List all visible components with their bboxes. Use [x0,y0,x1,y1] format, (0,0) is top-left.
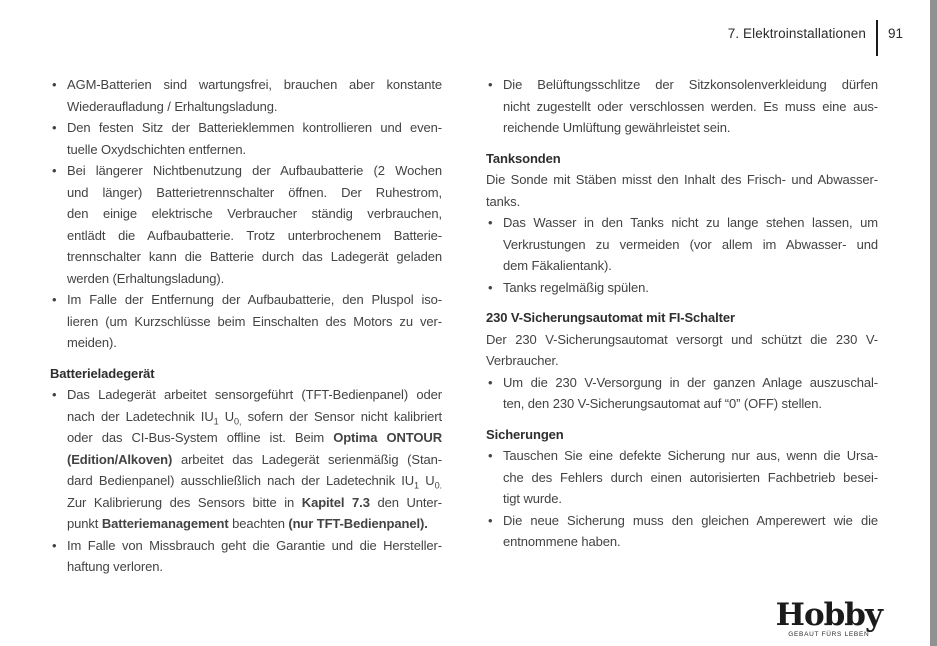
text-line [67,406,442,428]
scan-edge-strip [930,0,937,646]
text-segment: arbeitet das Ladegerät serienmäßig (Stan- [172,451,442,467]
columns [50,74,878,578]
text-segment: oder das CI-Bus-System offline ist. Beim [67,430,334,445]
text-line: Die Belüftungsschlitze der Sitzkonsolenverkleidung dürfen [503,77,878,92]
text-line: tigt wurde. [503,491,562,506]
text-line: haftung verloren. [67,559,163,574]
text-segment: punkt [67,516,102,531]
text-line: Verbraucher. [486,353,559,368]
column-right [486,74,878,578]
paragraph [486,329,878,372]
bullet-item [50,160,442,289]
bullet-list [50,74,442,354]
section-heading: Batterieladegerät [50,365,155,381]
subscript-text: 1 [414,480,420,491]
bullet-marker: • [488,279,493,295]
bullet-marker: • [488,512,493,528]
bullet-item [50,117,442,160]
subscript-text: 0. [434,480,442,491]
bullet-marker: • [488,77,493,92]
text-line: meiden). [67,335,117,350]
bullet-list [50,384,442,578]
bullet-marker: • [52,387,57,402]
chapter-title: 7. Elektroinstallationen [727,26,866,41]
bullet-item [486,510,878,553]
bullet-item [50,384,442,535]
bold-text: (nur TFT-Bedienpanel). [288,516,428,531]
bold-text: (Edition/Alkoven) [67,451,173,467]
text-line: Tauschen Sie eine defekte Sicherung nur aus, wenn die Ursa- [503,448,878,463]
bullet-item [50,289,442,354]
text-line: Der 230 V-Sicherungsautomat versorgt und schützt die 230 V- [486,331,878,347]
text-segment: U [419,473,435,488]
bullet-list [486,372,878,415]
text-line [67,427,442,449]
bold-text: Batteriemanagement [101,516,229,531]
text-line: dem Fäkalientank). [503,258,612,273]
text-line: Die neue Sicherung muss den gleichen Amperewert wie die [503,512,878,528]
bullet-item [50,74,442,117]
text-line: Im Falle der Entfernung der Aufbaubatterie, den Pluspol iso- [67,292,442,307]
text-line: den einige elektrische Verbraucher ständig verbrauchen, [67,206,442,221]
bold-text: Optima ONTOUR [333,430,442,445]
bullet-marker: • [52,292,57,307]
text-segment: U [218,408,235,424]
text-line: Wiederaufladung / Erhaltungsladung. [67,98,278,114]
paragraph [486,169,878,212]
text-line: Um die 230 V-Versorgung in der ganzen Anlage auszuschal- [503,374,878,390]
text-line: trennschalter kann die Batterie durch das Ladegerät geladen [67,249,442,264]
text-segment: Zur Kalibrierung des Sensors bitte in [67,494,302,510]
text-line: tuelle Oxydschichten entfernen. [67,141,247,157]
text-segment: dard Bedienpanel) ausschließlich nach der Ladetechnik IU [67,473,415,488]
bullet-list [486,74,878,139]
bullet-item [486,212,878,277]
bullet-item [486,277,878,299]
bullet-item [50,535,442,578]
hobby-logo [775,597,882,638]
text-line: AGM-Batterien sind wartungsfrei, brauchen aber konstante [67,77,442,92]
section-heading: 230 V-Sicherungsautomat mit FI-Schalter [486,310,735,325]
subscript-text: 1 [213,416,219,427]
bullet-marker: • [488,374,493,390]
bullet-marker: • [52,77,57,92]
text-line: Die Sonde mit Stäben misst den Inhalt des Frisch- und Abwasser- [486,172,878,187]
text-line: entlädt die Aufbaubatterie. Trotz unterbrochenem Batterie- [67,227,442,243]
header-separator [876,20,878,56]
text-line: Bei längerer Nichtbenutzung der Aufbaubatterie (2 Wochen [67,163,442,178]
bullet-marker: • [52,537,57,553]
logo-wordmark: Hobby [775,597,882,633]
text-line: Tanks regelmäßig spülen. [503,279,649,295]
text-segment: sofern der Sensor nicht kalibriert [241,408,442,424]
bullet-marker: • [52,120,57,135]
text-line: Das Wasser in den Tanks nicht zu lange stehen lassen, um [503,215,878,230]
logo-tagline: GEBAUT FÜRS LEBEN [788,631,870,638]
text-segment: nach der Ladetechnik IU [67,408,214,424]
text-line: ten, den 230 V-Sicherungsautomat auf “0” (OFF) stellen. [503,396,822,411]
text-line: Verkrustungen zu vermeiden (vor allem im Abwasser- und [503,236,878,252]
section-heading: Sicherungen [486,426,564,442]
text-line: reichende Umlüftung gewährleistet sein. [503,120,731,135]
page-number: 91 [887,26,903,41]
bullet-item [486,74,878,139]
bold-text: Kapitel 7.3 [301,494,370,510]
bullet-item [486,445,878,510]
text-line: lieren (um Kurzschlüsse beim Einschalten des Motors zu ver- [67,313,442,329]
text-line: Den festen Sitz der Batterieklemmen kontrollieren und even- [67,120,442,135]
column-left [50,74,442,578]
text-line: Das Ladegerät arbeitet sensorgeführt (TFT-Bedienpanel) oder [67,387,442,402]
bullet-list [486,445,878,553]
text-line: werden (Erhaltungsladung). [67,270,225,286]
text-line: Im Falle von Missbrauch geht die Garantie und die Hersteller- [67,537,442,553]
text-line: tanks. [486,193,521,209]
text-line: nicht zugestellt oder verschlossen werden. Es muss eine aus- [503,98,878,114]
bullet-list [486,212,878,298]
subscript-text: 0, [234,416,242,427]
text-line [67,513,442,535]
section-heading: Tanksonden [486,150,561,166]
text-line [67,449,442,471]
text-segment: beachten [228,516,289,531]
bullet-marker: • [52,163,57,178]
page-header [728,20,903,56]
text-line [67,492,442,514]
text-segment: den Unter- [369,494,442,510]
text-line [67,470,442,492]
text-line: che des Fehlers durch einen autorisierten Fachbetrieb besei- [503,469,878,485]
text-line: entnommene haben. [503,534,621,549]
bullet-marker: • [488,448,493,463]
bullet-marker: • [488,215,493,230]
bullet-item [486,372,878,415]
text-line: und länger) Batterietrennschalter öffnen. Der Ruhestrom, [67,184,442,200]
